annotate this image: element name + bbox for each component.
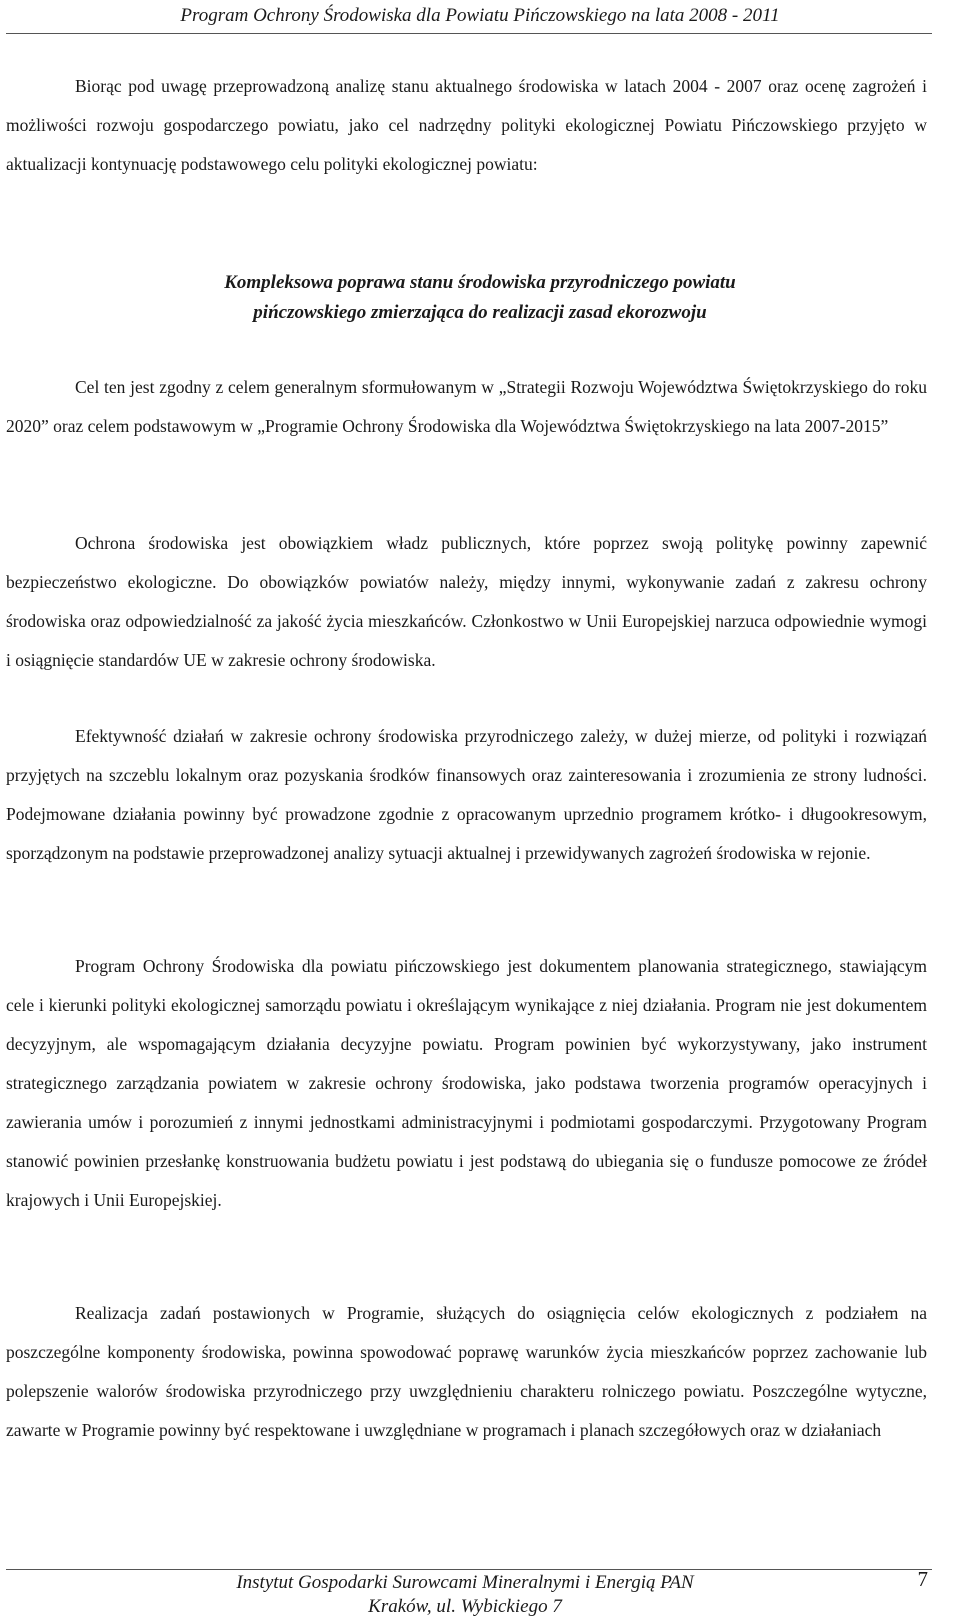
footer-address: Kraków, ul. Wybickiego 7	[368, 1596, 562, 1617]
footer-divider	[6, 1569, 932, 1570]
paragraph-program: Program Ochrony Środowiska dla powiatu pińczowskiego jest dokumentem planowania strategicznego, stawiającym cele i kierunki polityki ekologicznej samorządu powiatu i określającym wynikające z niej działania. Program nie jest dokumentem decyzyjnym, ale wspomagającym działania decyzyjne powiatu. Program powinien być wykorzystywany, jako instrument strategicznego zarządzania powiatem w zakresie ochrony środowiska, jako podstawa tworzenia programów operacyjnych i zawierania umów i porozumień z innymi jednostkami administracyjnymi i podmiotami gospodarczymi. Przygotowany Program stanowić powinien przesłankę konstruowania budżetu powiatu i jest podstawą do ubiegania się o fundusze pomocowe ze źródeł krajowych i Unii Europejskiej.	[6, 956, 927, 1210]
page-number: 7	[917, 1567, 928, 1591]
running-header: Program Ochrony Środowiska dla Powiatu Pińczowskiego na lata 2008 - 2011	[180, 5, 780, 26]
paragraph-strategy: Cel ten jest zgodny z celem generalnym sformułowanym w „Strategii Rozwoju Województwa Świętokrzyskiego do roku 2020” oraz celem podstawowym w „Programie Ochrony Środowiska dla Województwa Świętokrzyskiego na lata 2007-2015”	[6, 377, 927, 436]
main-goal-line-2: pińczowskiego zmierzająca do realizacji zasad ekorozwoju	[253, 302, 707, 323]
paragraph-implementation: Realizacja zadań postawionych w Programie, służących do osiągnięcia celów ekologicznych z podziałem na poszczególne komponenty środowiska, powinna spowodować poprawę warunków życia mieszkańców poprzez zachowanie lub polepszenie walorów środowiska przyrodniczego przy uwzględnieniu charakteru rolniczego powiatu. Poszczególne wytyczne, zawarte w Programie powinny być respektowane i uwzględniane w programach i planach szczegółowych oraz w działaniach	[6, 1303, 927, 1440]
intro-paragraph: Biorąc pod uwagę przeprowadzoną analizę stanu aktualnego środowiska w latach 2004 - 2007 oraz ocenę zagrożeń i możliwości rozwoju gospodarczego powiatu, jako cel nadrzędny polityki ekologicznej Powiatu Pińczowskiego przyjęto w aktualizacji kontynuację podstawowego celu polityki ekologicznej powiatu:	[6, 76, 927, 174]
header-divider	[6, 33, 932, 34]
main-goal-line-1: Kompleksowa poprawa stanu środowiska przyrodniczego powiatu	[224, 272, 736, 293]
footer-institute: Instytut Gospodarki Surowcami Mineralnymi i Energią PAN	[236, 1572, 694, 1593]
paragraph-obligations: Ochrona środowiska jest obowiązkiem władz publicznych, które poprzez swoją politykę powinny zapewnić bezpieczeństwo ekologiczne. Do obowiązków powiatów należy, między innymi, wykonywanie zadań z zakresu ochrony środowiska oraz odpowiedzialność za jakość życia mieszkańców. Członkostwo w Unii Europejskiej narzuca odpowiednie wymogi i osiągnięcie standardów UE w zakresie ochrony środowiska.	[6, 533, 927, 670]
paragraph-effectiveness: Efektywność działań w zakresie ochrony środowiska przyrodniczego zależy, w dużej mierze, od polityki i rozwiązań przyjętych na szczeblu lokalnym oraz pozyskania środków finansowych oraz zainteresowania i zrozumienia ze strony ludności. Podejmowane działania powinny być prowadzone zgodnie z opracowanym uprzednio programem krótko- i długookresowym, sporządzonym na podstawie przeprowadzonej analizy sytuacji aktualnej i przewidywanych zagrożeń środowiska w rejonie.	[6, 726, 927, 863]
